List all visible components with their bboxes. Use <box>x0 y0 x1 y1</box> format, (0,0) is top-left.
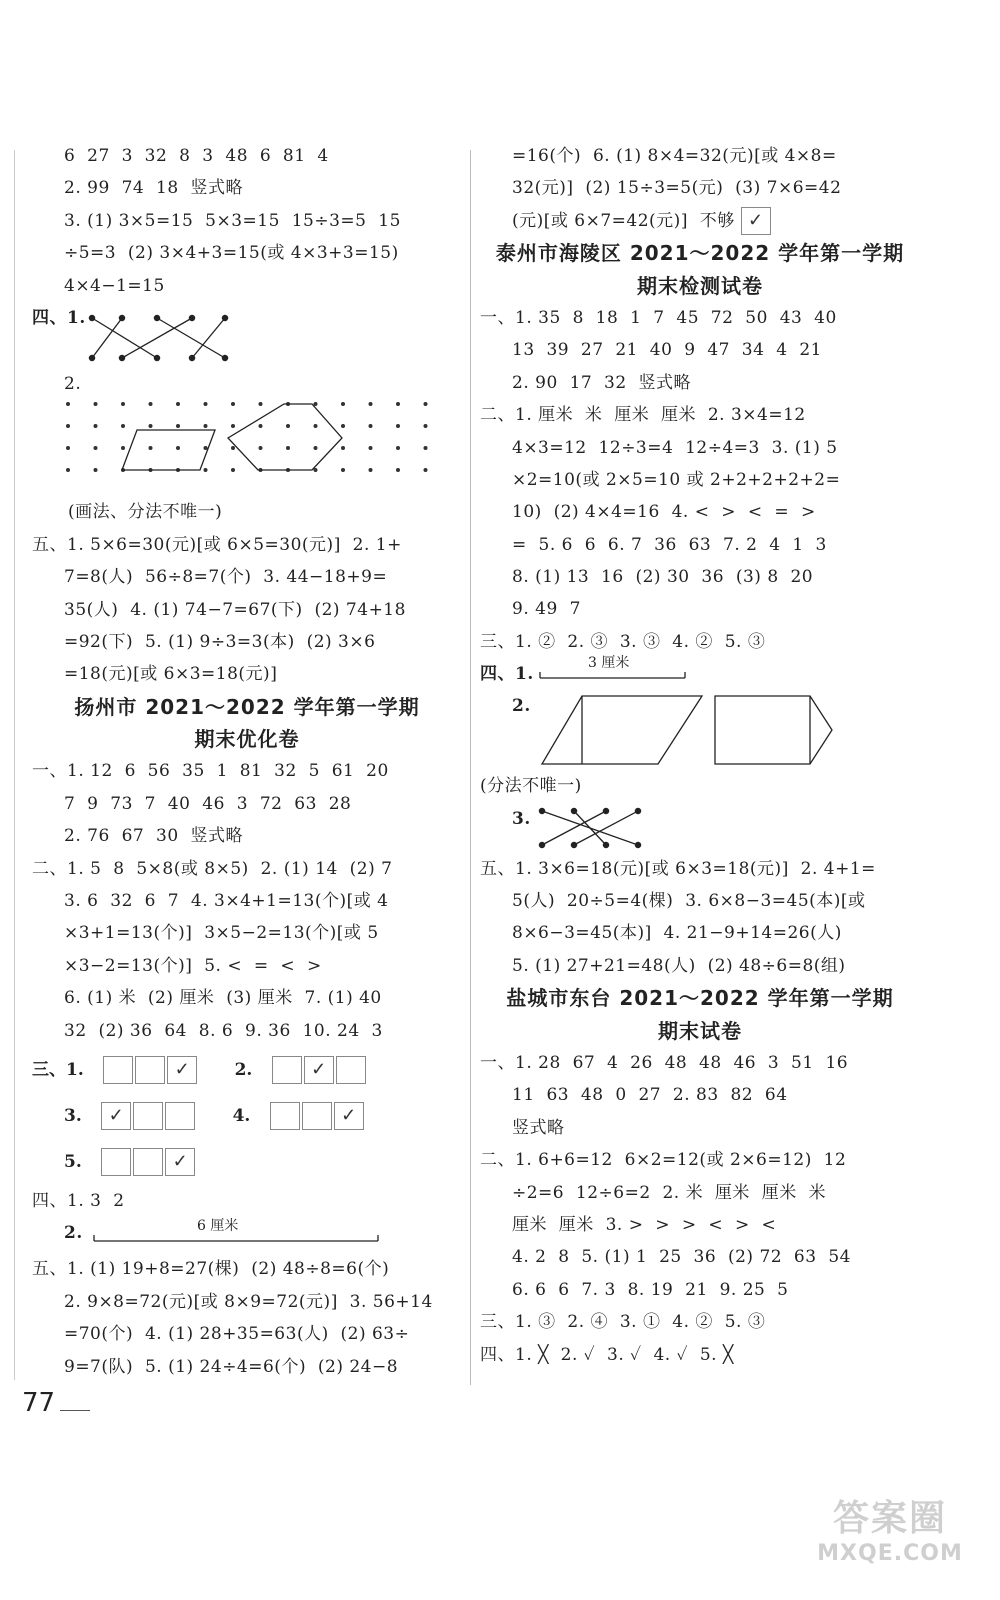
answer-line: 三、1. ② 2. ③ 3. ③ 4. ② 5. ③ <box>480 631 766 652</box>
empty-box <box>135 1056 165 1084</box>
grid-dot <box>314 446 318 450</box>
grid-dot <box>231 446 235 450</box>
section-label: 四、1. <box>32 307 86 328</box>
ruler-figure <box>480 655 920 690</box>
pentagon-shape <box>228 404 342 470</box>
grid-dot <box>396 424 400 428</box>
answer-line: 5(人) 20÷5=4(棵) 3. 6×8−3=45(本)[或 <box>512 891 866 912</box>
section-subtitle: 期末优化卷 <box>194 727 300 752</box>
question-label: 4. <box>232 1105 251 1126</box>
dot-grid-figure <box>32 400 462 496</box>
grid-dot <box>286 446 290 450</box>
check-box-row <box>32 1139 462 1185</box>
question-label: 2. <box>234 1059 253 1080</box>
answer-line: 9. 49 7 <box>512 599 581 620</box>
question-label: 3. <box>512 808 531 829</box>
page-number: 77 <box>22 1388 56 1418</box>
matching-figure-2 <box>480 803 920 853</box>
answer-line: 6. (1) 米 (2) 厘米 (3) 厘米 7. (1) 40 <box>64 988 382 1009</box>
check-box-row <box>32 1047 462 1093</box>
answer-line: 2. 76 67 30 竖式略 <box>64 826 243 847</box>
grid-dot <box>341 424 345 428</box>
question-label: 3. <box>64 1105 82 1126</box>
empty-box <box>336 1056 366 1084</box>
answer-line: ÷5=3 (2) 3×4+3=15(或 4×3+3=15) <box>64 243 399 264</box>
answer-line: 五、1. 5×6=30(元)[或 6×5=30(元)] 2. 1+ <box>32 534 402 555</box>
empty-box <box>101 1148 131 1176</box>
answer-line: 四、1. ╳ 2. ✓ 3. ✓ 4. ✓ 5. ╳ <box>480 1344 734 1365</box>
grid-dot <box>94 424 98 428</box>
grid-dot <box>94 446 98 450</box>
answer-line: 三、1. ③ 2. ④ 3. ① 4. ② 5. ③ <box>480 1312 766 1333</box>
section-subtitle: 期末检测试卷 <box>637 273 763 298</box>
grid-dot <box>396 446 400 450</box>
grid-dot <box>204 468 208 472</box>
question-label: 5. <box>64 1151 82 1172</box>
matching-lines-diagram <box>480 803 920 853</box>
answer-line: 10) (2) 4×4=16 4. < > < = > <box>512 502 816 523</box>
split-shapes-diagram <box>480 690 920 770</box>
grid-dot <box>369 468 373 472</box>
grid-dot <box>341 402 345 406</box>
empty-box <box>103 1056 133 1084</box>
grid-dot <box>176 402 180 406</box>
empty-box <box>270 1102 300 1130</box>
section-subtitle: 期末试卷 <box>658 1018 742 1043</box>
answer-line: 6. 6 6 7. 3 8. 19 21 9. 25 5 <box>512 1279 789 1300</box>
answer-line: ×3+1=13(个)] 3×5−2=13(个)[或 5 <box>64 923 379 944</box>
watermark-url: MXQE.COM <box>817 1541 963 1566</box>
line-segment-diagram <box>32 1217 462 1253</box>
page-number-dash <box>60 1410 90 1411</box>
empty-box <box>302 1102 332 1130</box>
grid-dot <box>424 446 428 450</box>
empty-box <box>133 1148 163 1176</box>
grid-dot <box>314 424 318 428</box>
section-title: 盐城市东台 2021～2022 学年第一学期 <box>506 986 894 1011</box>
answer-line: 11 63 48 0 27 2. 83 82 64 <box>512 1085 788 1106</box>
answer-line: 4×3=12 12÷3=4 12÷4=3 3. (1) 5 <box>512 437 838 458</box>
grid-dot <box>369 424 373 428</box>
grid-dot <box>231 468 235 472</box>
watermark-text: 答案圈 <box>832 1498 947 1539</box>
answer-line: 一、1. 12 6 56 35 1 81 32 5 61 20 <box>32 761 389 782</box>
answer-line: 3. 6 32 6 7 4. 3×4+1=13(个)[或 4 <box>64 891 389 912</box>
grid-dot <box>66 468 70 472</box>
pentagon-shape <box>715 696 832 764</box>
answer-line: 一、1. 28 67 4 26 48 48 46 3 51 16 <box>480 1052 849 1073</box>
answer-line: 2. 99 74 18 竖式略 <box>64 178 243 199</box>
matching-figure-1 <box>32 302 462 368</box>
check-icon: ✓ <box>304 1056 334 1084</box>
grid-dot <box>176 446 180 450</box>
grid-dot <box>204 424 208 428</box>
grid-dot <box>231 402 235 406</box>
answer-line: ×3−2=13(个)] 5. < = < > <box>64 955 322 976</box>
line-segment-diagram <box>480 658 920 690</box>
grid-dot <box>369 402 373 406</box>
answer-line: 3. (1) 3×5=15 5×3=15 15÷3=5 15 <box>64 210 401 231</box>
answer-line: ×2=10(或 2×5=10 或 2+2+2+2+2= <box>512 469 841 490</box>
grid-dot <box>231 424 235 428</box>
grid-dot <box>259 402 263 406</box>
grid-dot <box>121 402 125 406</box>
answer-line: =92(下) 5. (1) 9÷3=3(本) (2) 3×6 <box>64 631 376 652</box>
answer-line: =16(个) 6. (1) 8×4=32(元)[或 4×8= <box>512 146 837 166</box>
section-label: 四、1. <box>480 664 534 685</box>
watermark-logo <box>800 1490 980 1566</box>
grid-dot <box>66 446 70 450</box>
check-boxes <box>101 1102 197 1130</box>
answer-line: 五、1. 3×6=18(元)[或 6×3=18(元)] 2. 4+1= <box>480 858 876 879</box>
grid-dot <box>94 402 98 406</box>
answer-text: (元)[或 6×7=42(元)] 不够 <box>512 210 735 231</box>
grid-dot <box>341 446 345 450</box>
grid-dot <box>369 446 373 450</box>
check-icon: ✓ <box>167 1056 197 1084</box>
answer-line: 6 27 3 32 8 3 48 6 81 4 <box>64 146 329 166</box>
answer-line: 厘米 厘米 3. > > > < > < <box>512 1214 777 1235</box>
grid-dot <box>121 446 125 450</box>
column-divider <box>470 150 471 1385</box>
grid-dot <box>424 424 428 428</box>
answer-line: 五、1. (1) 19+8=27(棵) (2) 48÷8=6(个) <box>32 1259 390 1280</box>
check-boxes <box>103 1056 199 1084</box>
grid-dot <box>149 446 153 450</box>
grid-dot <box>204 446 208 450</box>
answer-line: 32 (2) 36 64 8. 6 9. 36 10. 24 3 <box>64 1020 383 1041</box>
answer-line: 7 9 73 7 40 46 3 72 63 28 <box>64 793 352 814</box>
empty-box <box>272 1056 302 1084</box>
answer-line: 4×4−1=15 <box>64 275 165 296</box>
check-boxes <box>270 1102 366 1130</box>
answer-line: = 5. 6 6 6. 7 36 63 7. 2 4 1 3 <box>512 534 827 555</box>
answer-line: 四、1. 3 2 <box>32 1190 125 1211</box>
answer-line: =18(元)[或 6×3=18(元)] <box>64 664 278 685</box>
matching-lines-diagram <box>32 302 462 368</box>
ruler-label: 6 厘米 <box>197 1218 239 1235</box>
grid-dot <box>66 424 70 428</box>
left-column <box>32 140 462 1383</box>
grid-dot <box>396 402 400 406</box>
question-label: 2. <box>64 1223 83 1244</box>
answer-line: 二、1. 6+6=12 6×2=12(或 2×6=12) 12 <box>480 1150 847 1171</box>
check-icon: ✓ <box>741 207 771 235</box>
question-label: 2. <box>512 696 531 717</box>
empty-box <box>165 1102 195 1130</box>
empty-box <box>133 1102 163 1130</box>
check-icon: ✓ <box>165 1148 195 1176</box>
answer-line: 4. 2 8 5. (1) 1 25 36 (2) 72 63 54 <box>512 1247 851 1268</box>
right-column <box>480 140 920 1371</box>
answer-line: 35(人) 4. (1) 74−7=67(下) (2) 74+18 <box>64 599 406 620</box>
section-title: 泰州市海陵区 2021～2022 学年第一学期 <box>495 241 905 266</box>
parallelogram-shape <box>122 430 215 470</box>
grid-dot <box>121 424 125 428</box>
parallelogram-shape <box>542 696 702 764</box>
grid-dot <box>424 402 428 406</box>
grid-dot <box>341 468 345 472</box>
answer-line: ÷2=6 12÷6=2 2. 米 厘米 厘米 米 <box>512 1182 827 1203</box>
ruler-figure <box>32 1217 462 1253</box>
section-label: 三、1. <box>32 1059 84 1080</box>
grid-dot <box>396 468 400 472</box>
grid-dot <box>259 446 263 450</box>
grid-dot <box>149 402 153 406</box>
grid-dot <box>286 424 290 428</box>
section-title: 扬州市 2021～2022 学年第一学期 <box>74 694 420 719</box>
grid-dot <box>259 424 263 428</box>
answer-line: 8. (1) 13 16 (2) 30 36 (3) 8 20 <box>512 567 814 588</box>
answer-line: 竖式略 <box>512 1117 565 1138</box>
grid-dot <box>176 424 180 428</box>
answer-line: 2. 9×8=72(元)[或 8×9=72(元)] 3. 56+14 <box>64 1291 433 1312</box>
answer-line: 13 39 27 21 40 9 47 34 4 21 <box>512 340 822 361</box>
left-edge-line <box>14 150 15 1380</box>
answer-line: 2. 90 17 32 竖式略 <box>512 372 691 393</box>
check-icon: ✓ <box>334 1102 364 1130</box>
grid-dot <box>204 402 208 406</box>
ruler-label: 3 厘米 <box>588 655 630 672</box>
answer-line: =70(个) 4. (1) 28+35=63(人) (2) 63÷ <box>64 1324 410 1345</box>
check-boxes <box>101 1148 197 1176</box>
dot-grid-diagram <box>32 400 462 496</box>
grid-dot <box>424 468 428 472</box>
question-label: 2. <box>64 373 82 394</box>
grid-dot <box>149 424 153 428</box>
shapes-figure <box>480 690 920 770</box>
answer-line <box>480 205 920 237</box>
grid-dot <box>94 468 98 472</box>
answer-line: 二、1. 厘米 米 厘米 厘米 2. 3×4=12 <box>480 405 806 426</box>
answer-line: 8×6−3=45(本)] 4. 21−9+14=26(人) <box>512 923 842 944</box>
answer-line: 5. (1) 27+21=48(人) (2) 48÷6=8(组) <box>512 955 846 976</box>
check-box-row <box>32 1093 462 1139</box>
answer-line: 32(元)] (2) 15÷3=5(元) (3) 7×6=42 <box>512 178 842 199</box>
check-icon: ✓ <box>101 1102 131 1130</box>
answer-line: 7=8(人) 56÷8=7(个) 3. 44−18+9= <box>64 567 388 588</box>
note: (画法、分法不唯一) <box>68 502 223 523</box>
answer-line: 一、1. 35 8 18 1 7 45 72 50 43 40 <box>480 307 837 328</box>
note: (分法不唯一) <box>480 776 582 797</box>
answer-line: 二、1. 5 8 5×8(或 8×5) 2. (1) 14 (2) 7 <box>32 858 393 879</box>
check-boxes <box>272 1056 368 1084</box>
answer-line: 9=7(队) 5. (1) 24÷4=6(个) (2) 24−8 <box>64 1356 399 1377</box>
grid-dot <box>66 402 70 406</box>
